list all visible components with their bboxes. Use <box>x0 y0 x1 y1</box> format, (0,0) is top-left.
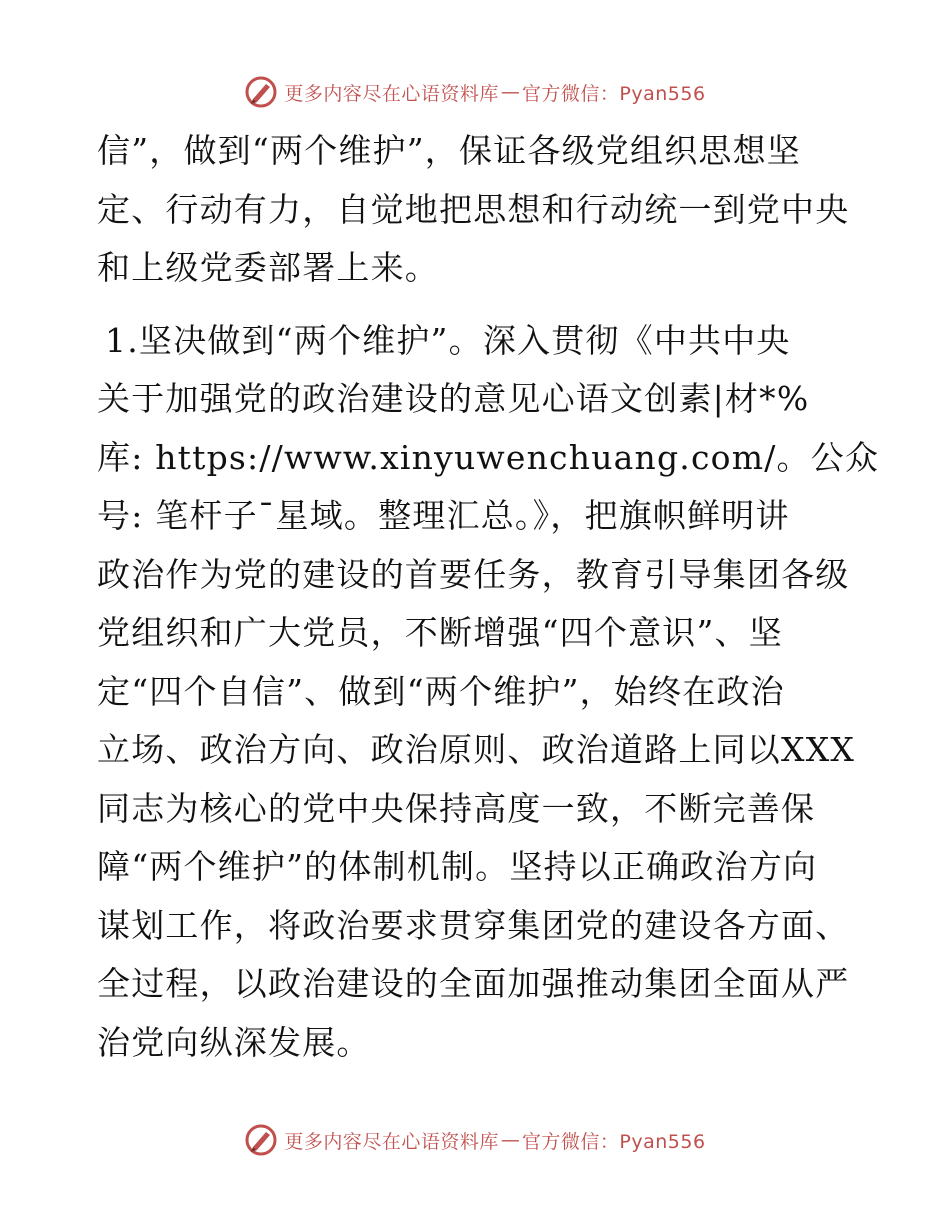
watermark-separator: — <box>500 81 520 103</box>
text-line: 立场、政治方向、政治原则、政治道路上同以XXX <box>97 730 856 769</box>
text-line: 库: https://www.xinyuwenchuang.com/。公众 <box>97 437 880 477</box>
text-line: 1.坚决做到“两个维护”。深入贯彻《中共中央 <box>105 320 791 360</box>
text-line: 谋划工作，将政治要求贯穿集团党的建设各方面、 <box>97 905 850 945</box>
pen-seal-icon <box>244 75 278 109</box>
text-line: 定“四个自信”、做到“两个维护”，始终在政治 <box>97 671 785 711</box>
header-watermark <box>0 72 950 112</box>
text-line: 定、行动有力，自觉地把思想和行动统一到党中央 <box>97 189 850 229</box>
document-body <box>97 122 880 1072</box>
watermark-contact-text: 官方微信：Pyan556 <box>521 82 706 105</box>
footer-watermark <box>0 1120 950 1160</box>
watermark-contact-text: 官方微信：Pyan556 <box>521 1130 706 1153</box>
text-line: 治党向纵深发展。 <box>97 1022 371 1062</box>
text-line: 号: 笔杆子¯星域。整理汇总。》，把旗帜鲜明讲 <box>97 496 790 535</box>
watermark-brand-text: 更多内容尽在心语资料库 <box>284 1130 499 1153</box>
text-line: 关于加强党的政治建设的意见心语文创素|材*% <box>97 379 810 418</box>
watermark-separator: — <box>500 1129 520 1151</box>
text-line: 党组织和广大党员，不断增强“四个意识”、坚 <box>97 613 783 652</box>
text-line: 同志为核心的党中央保持高度一致，不断完善保 <box>97 788 816 828</box>
text-line: 政治作为党的建设的首要任务，教育引导集团各级 <box>97 554 850 594</box>
text-line: 全过程，以政治建设的全面加强推动集团全面从严 <box>97 964 850 1003</box>
paragraph-1 <box>97 122 857 298</box>
watermark-brand-text: 更多内容尽在心语资料库 <box>284 82 499 105</box>
pen-seal-icon <box>244 1123 278 1157</box>
text-line: 信”，做到“两个维护”，保证各级党组织思想坚 <box>97 131 802 170</box>
text-line: 障“两个维护”的体制机制。坚持以正确政治方向 <box>97 847 818 886</box>
paragraph-2 <box>97 312 880 1073</box>
text-line: 和上级党委部署上来。 <box>97 248 439 287</box>
